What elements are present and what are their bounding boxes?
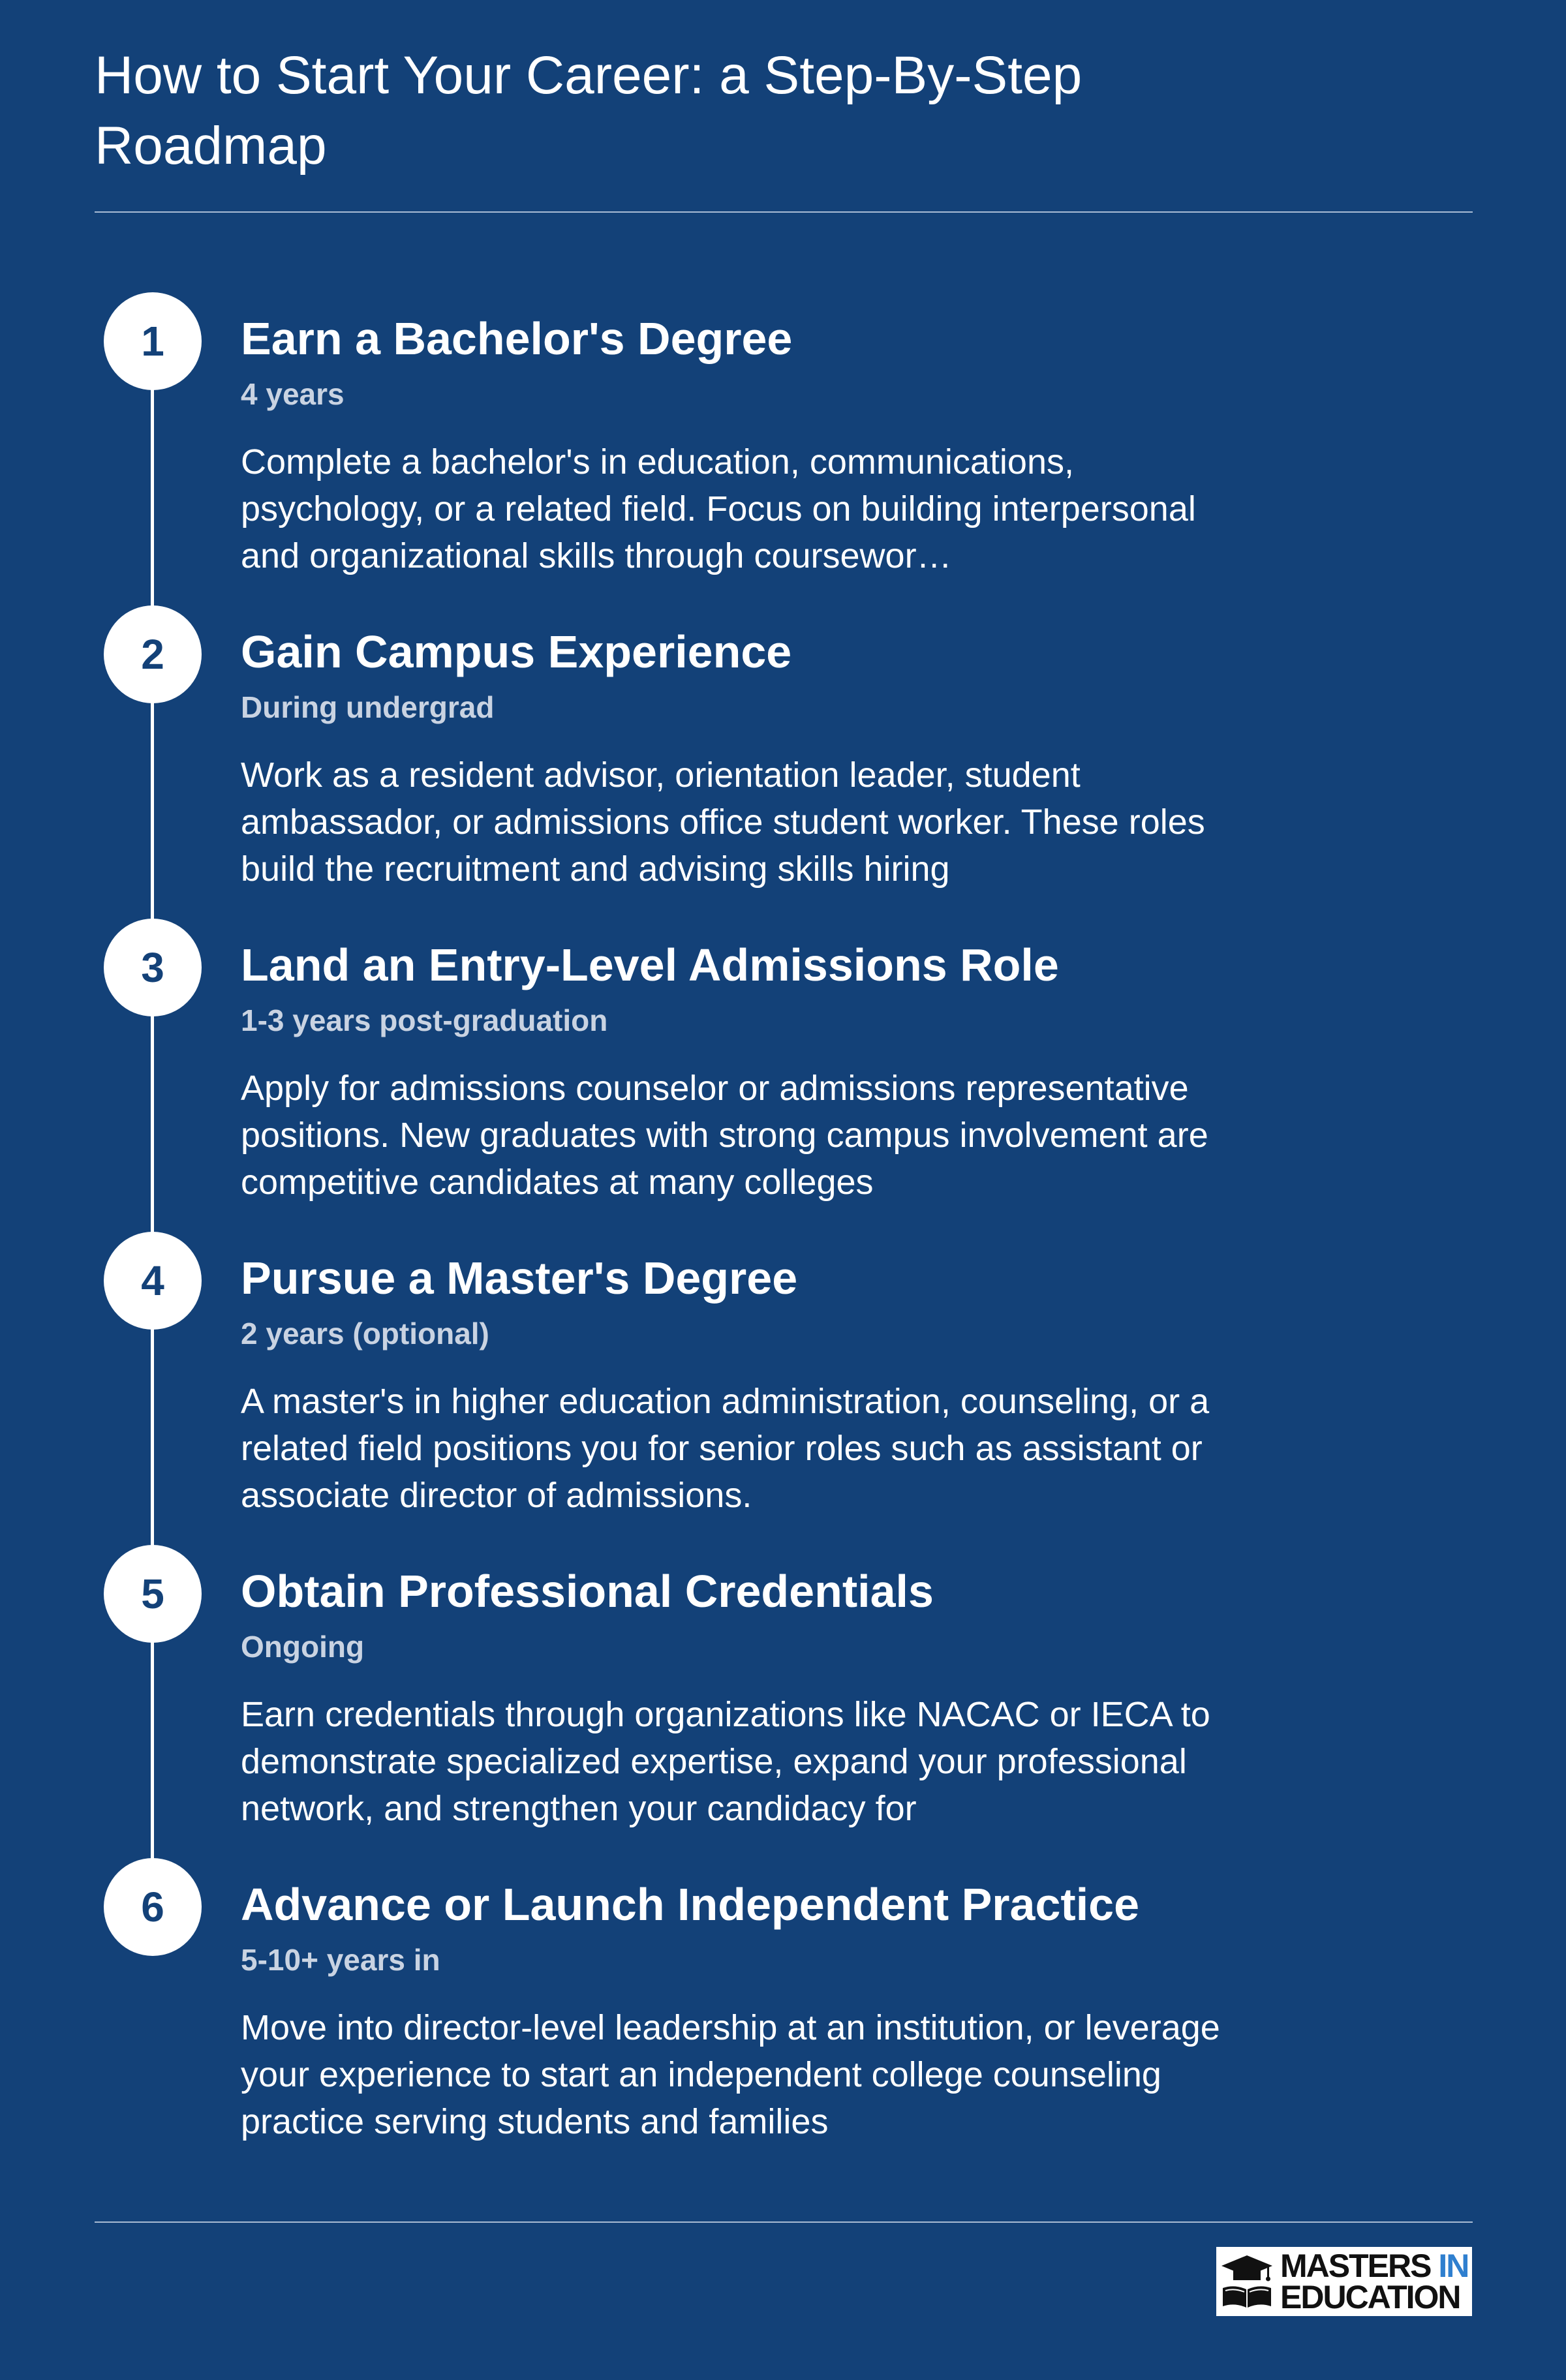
step-title: Obtain Professional Credentials: [241, 1566, 934, 1617]
bottom-divider: [95, 2221, 1473, 2223]
step-title: Land an Entry-Level Admissions Role: [241, 939, 1059, 990]
step-title: Advance or Launch Independent Practice: [241, 1879, 1139, 1930]
step-duration: During undergrad: [241, 690, 495, 724]
graduation-cap-book-icon: [1220, 2251, 1274, 2311]
step-number-circle: 2: [104, 605, 202, 703]
step-item: [0, 1253, 1566, 1828]
step-duration: 5-10+ years in: [241, 1943, 440, 1977]
step-duration: 4 years: [241, 377, 345, 411]
step-number-circle: 1: [104, 292, 202, 390]
step-description: A master's in higher education administration, counseling, or a related field positions you for senior roles such as assistant or associate director of admissions.: [241, 1382, 1210, 1515]
step-number-circle: 3: [104, 919, 202, 1016]
step-duration: Ongoing: [241, 1630, 365, 1664]
masters-in-education-logo: [1216, 2247, 1472, 2316]
step-number-circle: 4: [104, 1232, 202, 1330]
step-description: Move into director-level leadership at an institution, or leverage your experience to start an independent college counseling practice serving students and families: [241, 2008, 1220, 2141]
step-description: Earn credentials through organizations like NACAC or IECA to demonstrate specialized expertise, expand your professional network, and strengthen your candidacy for: [241, 1695, 1210, 1828]
step-item: [0, 313, 1566, 889]
step-description: Complete a bachelor's in education, communications, psychology, or a related field. Focus on building interpersonal and organizational skills through coursewor…: [241, 442, 1196, 575]
step-description: Apply for admissions counselor or admissions representative positions. New graduates with strong campus involvement are competitive candidates at many colleges: [241, 1069, 1208, 1202]
step-item: [0, 626, 1566, 1202]
step-item: [0, 1566, 1566, 2141]
logo-text-in: IN: [1438, 2248, 1469, 2284]
step-item: [0, 0, 1566, 575]
step-title: Earn a Bachelor's Degree: [241, 313, 793, 364]
step-number-circle: 5: [104, 1545, 202, 1643]
logo-wordmark: [1280, 2250, 1468, 2313]
logo-text-education: EDUCATION: [1280, 2279, 1460, 2315]
step-title: Gain Campus Experience: [241, 626, 792, 677]
step-title: Pursue a Master's Degree: [241, 1253, 798, 1304]
step-description: Work as a resident advisor, orientation leader, student ambassador, or admissions office student worker. These roles build the recruitment and advising skills hiring: [241, 755, 1205, 889]
step-duration: 2 years (optional): [241, 1317, 489, 1350]
step-duration: 1-3 years post-graduation: [241, 1003, 608, 1037]
step-number-circle: 6: [104, 1858, 202, 1956]
step-item: [0, 939, 1566, 1515]
page-title: How to Start Your Career: a Step-By-Step Roadmap: [95, 46, 1082, 175]
logo-text-masters: MASTERS: [1280, 2248, 1431, 2284]
